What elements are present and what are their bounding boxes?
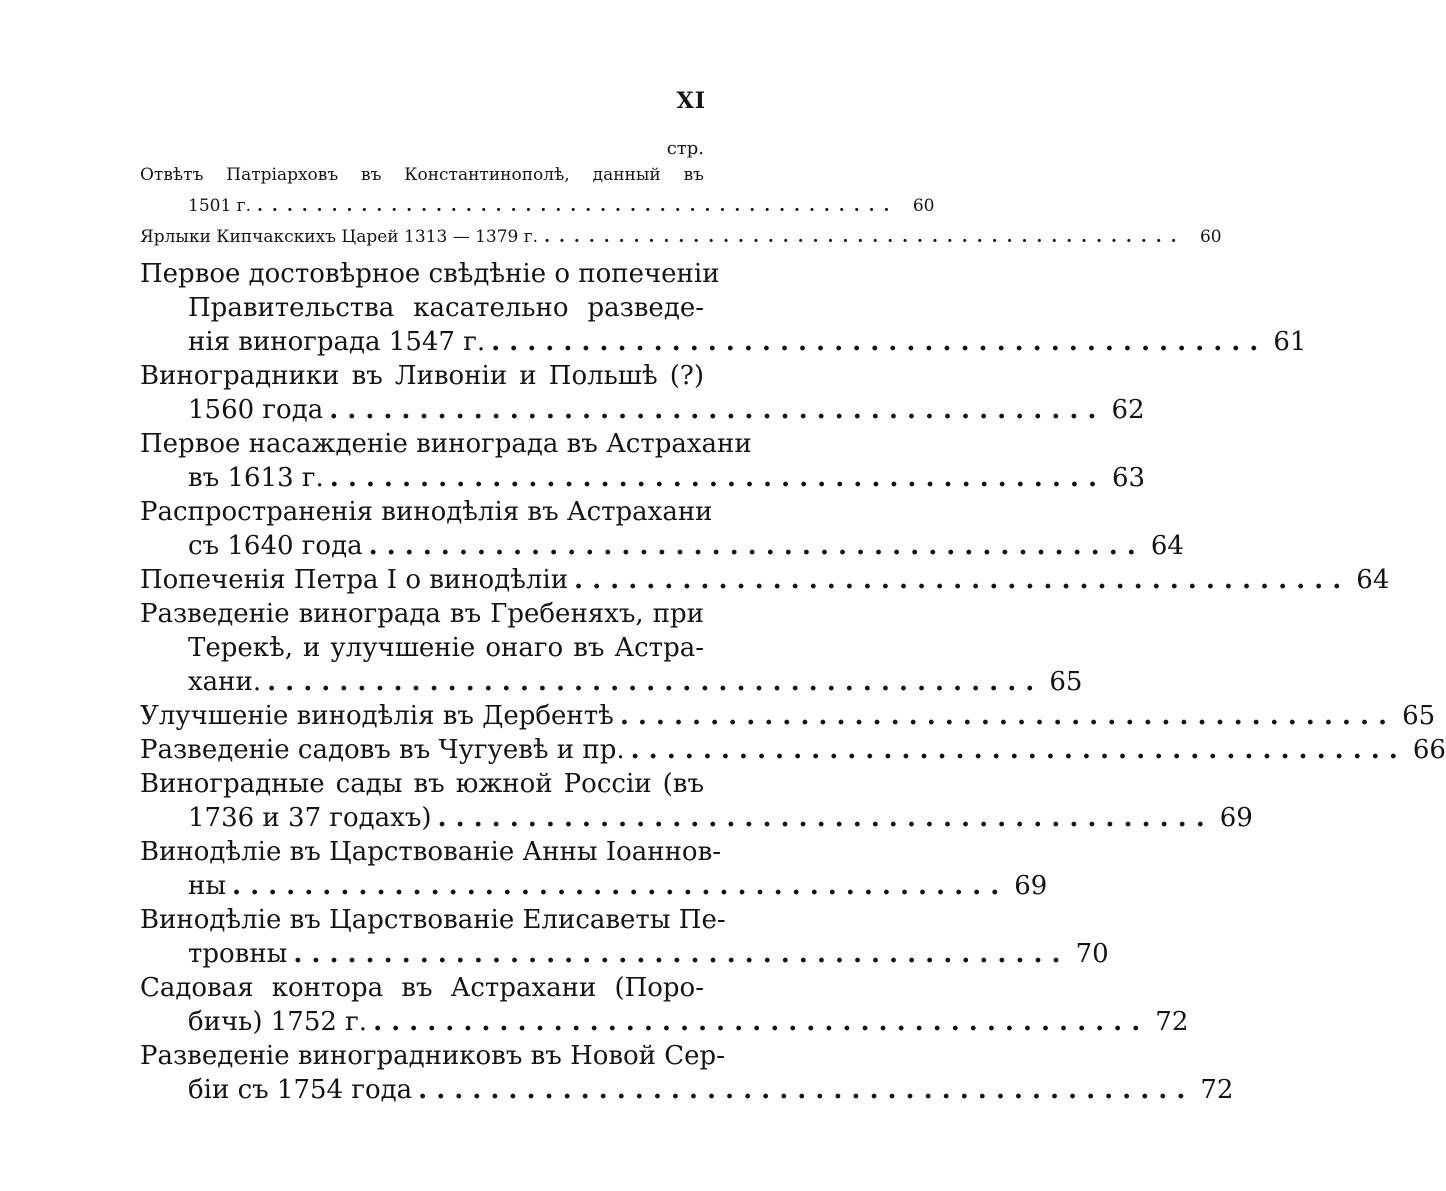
leader-dots: ........................................... [373, 1007, 1150, 1037]
toc-entry-text: Попеченія Петра I о винодѣліи [140, 565, 569, 595]
toc-entry-text: ны [188, 871, 227, 901]
leader-dots: ........................................... [232, 871, 1009, 901]
toc-entry-text: 1560 года [188, 395, 324, 425]
toc-page-number: 72 [1155, 1007, 1189, 1037]
toc-entry-text: въ 1613 г. [188, 463, 324, 493]
toc-line [140, 291, 704, 325]
toc-entry-text: Разведеніе виноградниковъ въ Новой Сер- [140, 1041, 725, 1071]
toc-line [140, 767, 704, 801]
toc-entry [140, 903, 1109, 971]
leader-dots: ........................................... [491, 327, 1268, 357]
toc-line [140, 393, 1145, 427]
leader-dots: ........................................... [329, 395, 1106, 425]
leader-dots: ........................................... [544, 227, 1186, 247]
toc-entry-text: съ 1640 года [188, 531, 363, 561]
toc-entry-text: Правительства касательно разведе- [188, 293, 704, 323]
page-number: XI [676, 88, 706, 114]
toc-line [140, 495, 713, 529]
toc-entry-text: Терекѣ, и улучшеніе онаго въ Астра- [188, 633, 704, 663]
toc-line [140, 427, 752, 461]
toc-page-number: 60 [1199, 227, 1222, 247]
toc-entry [140, 733, 1446, 767]
toc-line [140, 222, 1222, 253]
toc-line [140, 801, 1253, 835]
toc-entry-text: тровны [188, 939, 288, 969]
toc-page-number: 72 [1200, 1075, 1234, 1105]
toc-entry-text: Первое насажденіе винограда въ Астрахани [140, 429, 752, 459]
toc-line [140, 1039, 725, 1073]
toc-entry-text: Садовая контора въ Астрахани (Поро- [140, 973, 704, 1003]
toc-page-number: 61 [1273, 327, 1307, 357]
leader-dots: ........................................... [267, 667, 1044, 697]
toc-line [140, 1005, 1189, 1039]
toc-line [140, 699, 1436, 733]
toc-entry-text: Разведеніе садовъ въ Чугуевѣ и пр. [140, 735, 625, 765]
toc-line [140, 597, 704, 631]
toc-line [140, 461, 1146, 495]
leader-dots: ........................................... [368, 531, 1145, 561]
leader-dots: ........................................... [329, 463, 1106, 493]
toc-entry-text: Распространенія винодѣлія въ Астрахани [140, 497, 713, 527]
toc-line [140, 325, 1307, 359]
toc-line [140, 903, 726, 937]
toc-page-number: 64 [1356, 565, 1390, 595]
toc-page-number: 62 [1111, 395, 1145, 425]
toc-page-number: 63 [1112, 463, 1146, 493]
toc-entry [140, 359, 1145, 427]
toc-entry [140, 222, 1222, 253]
toc-page-number: 66 [1412, 735, 1446, 765]
toc-page-number: 69 [1014, 871, 1048, 901]
table-of-contents [140, 160, 1446, 1107]
toc-page-number: 65 [1049, 667, 1083, 697]
toc-line [140, 160, 704, 191]
toc-entry-text: Виноградники въ Ливоніи и Польшѣ (?) [140, 361, 704, 391]
toc-entry-text: Первое достовѣрное свѣдѣніе о попеченіи [140, 259, 720, 289]
toc-entry-text: Улучшеніе винодѣлія въ Дербентѣ [140, 701, 614, 731]
toc-entry [140, 160, 935, 222]
toc-entry [140, 427, 1146, 495]
leader-dots: ........................................... [437, 803, 1214, 833]
toc-entry-text: 1501 г. [188, 196, 251, 216]
toc-entry [140, 767, 1253, 835]
toc-entry-text: Отвѣтъ Патріарховъ въ Константинополѣ, данный въ [140, 165, 704, 185]
page-column-label: стр. [666, 138, 704, 159]
leader-dots: ........................................... [574, 565, 1351, 595]
toc-entry-text: 1736 и 37 годахъ) [188, 803, 432, 833]
toc-entry [140, 563, 1390, 597]
toc-entry-text: Ярлыки Кипчакскихъ Царей 1313 — 1379 г. [140, 227, 539, 247]
toc-line [140, 937, 1109, 971]
toc-page-number: 60 [912, 196, 935, 216]
leader-dots: ........................................... [418, 1075, 1195, 1105]
toc-line [140, 665, 1083, 699]
toc-entry [140, 835, 1048, 903]
toc-entry-text: Винодѣліе въ Царствованіе Анны Іоаннов- [140, 837, 721, 867]
toc-page-number: 70 [1075, 939, 1109, 969]
toc-page-number: 64 [1150, 531, 1184, 561]
toc-page-number: 65 [1402, 701, 1436, 731]
toc-line [140, 257, 720, 291]
toc-line [140, 1073, 1234, 1107]
toc-line [140, 563, 1390, 597]
toc-line [140, 733, 1446, 767]
toc-entry [140, 597, 1083, 699]
toc-entry-text: Винодѣліе въ Царствованіе Елисаветы Пе- [140, 905, 726, 935]
toc-entry-text: нія винограда 1547 г. [188, 327, 486, 357]
toc-entry [140, 699, 1436, 733]
toc-entry [140, 1039, 1234, 1107]
leader-dots: ........................................... [630, 735, 1407, 765]
toc-line [140, 971, 704, 1005]
toc-line [140, 191, 935, 222]
toc-entry-text: біи съ 1754 года [188, 1075, 413, 1105]
toc-page-number: 69 [1219, 803, 1253, 833]
toc-entry-text: бичь) 1752 г. [188, 1007, 368, 1037]
leader-dots: ........................................... [619, 701, 1397, 731]
toc-entry-text: Разведеніе винограда въ Гребеняхъ, при [140, 599, 704, 629]
toc-entry [140, 971, 1189, 1039]
toc-line [140, 529, 1184, 563]
toc-line [140, 869, 1048, 903]
toc-entry-text: хани. [188, 667, 262, 697]
toc-entry [140, 257, 1307, 359]
toc-line [140, 835, 721, 869]
leader-dots: ........................................... [293, 939, 1070, 969]
toc-entry [140, 495, 1184, 563]
toc-entry-text: Виноградные сады въ южной Россіи (въ [140, 769, 704, 799]
toc-line [140, 631, 704, 665]
leader-dots: ........................................... [256, 196, 899, 216]
toc-line [140, 359, 704, 393]
